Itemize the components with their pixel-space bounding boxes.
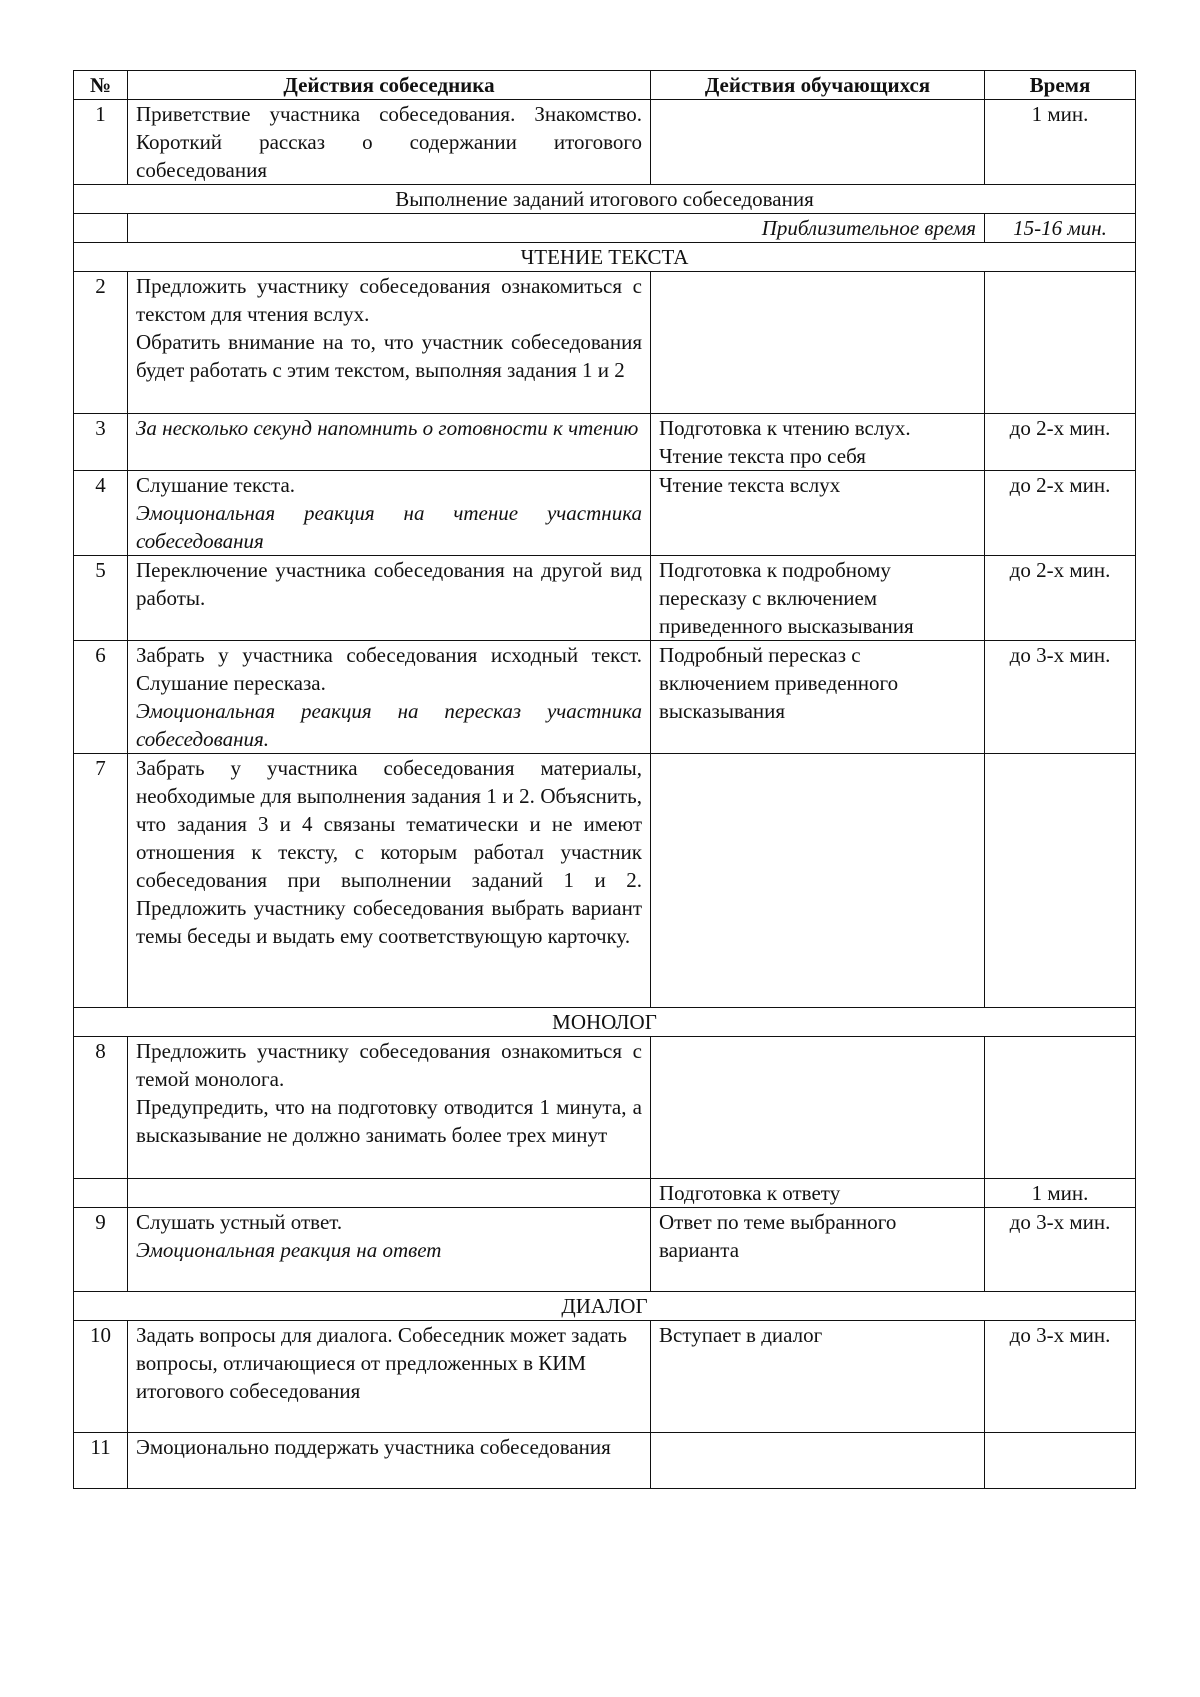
row-number: 6 (74, 641, 128, 754)
row-number: 7 (74, 754, 128, 1008)
row-number: 8 (74, 1037, 128, 1179)
interviewer-action (128, 471, 651, 556)
interviewer-action-p2: Обратить внимание на то, что участник собеседования будет работать с этим текстом, выполняя задания 1 и 2 (136, 330, 642, 382)
row-number: 4 (74, 471, 128, 556)
section-title-dialog: ДИАЛОГ (74, 1292, 1136, 1321)
empty-cell (74, 214, 128, 243)
interviewer-action: Задать вопросы для диалога. Собеседник может задать вопросы, отличающиеся от предложенных в КИМ итогового собеседования (128, 1321, 651, 1433)
interviewer-action (128, 641, 651, 754)
table-header-row (74, 71, 1136, 100)
student-action (651, 272, 985, 414)
table-row (74, 1208, 1136, 1292)
time-cell: до 3-х мин. (985, 641, 1136, 754)
section-title-reading: ЧТЕНИЕ ТЕКСТА (74, 243, 1136, 272)
table-row (74, 471, 1136, 556)
header-interviewer: Действия собеседника (128, 71, 651, 100)
table-row (74, 754, 1136, 1008)
student-action: Подробный пересказ с включением приведенного высказывания (651, 641, 985, 754)
section-row (74, 1008, 1136, 1037)
interviewer-action-p1: Забрать у участника собеседования исходный текст. Слушание пересказа. (136, 643, 642, 695)
time-cell: до 2-х мин. (985, 471, 1136, 556)
student-action (651, 754, 985, 1008)
interviewer-action (128, 272, 651, 414)
empty-cell (128, 1179, 651, 1208)
table-row (74, 641, 1136, 754)
student-action-line1: Подготовка к чтению вслух. (659, 416, 911, 440)
interviewer-action (128, 1037, 651, 1179)
interviewer-action: Эмоционально поддержать участника собеседования (128, 1433, 651, 1489)
time-cell (985, 272, 1136, 414)
row-number: 1 (74, 100, 128, 185)
table-row (74, 100, 1136, 185)
table-row (74, 1179, 1136, 1208)
interviewer-action: Забрать у участника собеседования материалы, необходимые для выполнения задания 1 и 2. Объяснить, что задания 3 и 4 связаны тематически и не имеют отношения к тексту, с которым работал участник собеседования при выполнении заданий 1 и 2. Предложить участнику собеседования выбрать вариант темы беседы и выдать ему соответствующую карточку. (128, 754, 651, 1008)
time-cell: 1 мин. (985, 1179, 1136, 1208)
empty-cell (74, 1179, 128, 1208)
time-cell: до 2-х мин. (985, 414, 1136, 471)
row-number: 9 (74, 1208, 128, 1292)
section-row (74, 185, 1136, 214)
student-action (651, 1037, 985, 1179)
student-action (651, 100, 985, 185)
student-action: Подготовка к подробному пересказу с включением приведенного высказывания (651, 556, 985, 641)
interviewer-action-p1: Предложить участнику собеседования ознакомиться с темой монолога. (136, 1039, 642, 1091)
interviewer-action-p2: Предупредить, что на подготовку отводится 1 минута, а высказывание не должно занимать более трех минут (136, 1095, 642, 1147)
interviewer-action (128, 1208, 651, 1292)
table-row (74, 1433, 1136, 1489)
time-cell: до 3-х мин. (985, 1321, 1136, 1433)
table-row (74, 1321, 1136, 1433)
time-cell: 1 мин. (985, 100, 1136, 185)
student-action-line2: Чтение текста про себя (659, 444, 866, 468)
table-row (74, 272, 1136, 414)
approx-time-row (74, 214, 1136, 243)
interviewer-action: Приветствие участника собеседования. Знакомство. Короткий рассказ о содержании итогового собеседования (128, 100, 651, 185)
interviewer-action-p2: Эмоциональная реакция на ответ (136, 1238, 442, 1262)
interviewer-action-p1: Слушать устный ответ. (136, 1210, 343, 1234)
time-cell (985, 754, 1136, 1008)
table-row (74, 1037, 1136, 1179)
interviewer-action-p2: Эмоциональная реакция на чтение участника собеседования (136, 501, 642, 553)
row-number: 3 (74, 414, 128, 471)
header-time: Время (985, 71, 1136, 100)
interviewer-action-p1: Слушание текста. (136, 473, 296, 497)
section-row (74, 1292, 1136, 1321)
header-students: Действия обучающихся (651, 71, 985, 100)
table-row (74, 556, 1136, 641)
student-action: Чтение текста вслух (651, 471, 985, 556)
section-row (74, 243, 1136, 272)
time-cell (985, 1433, 1136, 1489)
interviewer-action-p2: Эмоциональная реакция на пересказ участника собеседования. (136, 699, 642, 751)
row-number: 2 (74, 272, 128, 414)
interviewer-action: За несколько секунд напомнить о готовности к чтению (128, 414, 651, 471)
interview-procedure-table (73, 70, 1136, 1489)
interviewer-action: Переключение участника собеседования на другой вид работы. (128, 556, 651, 641)
approx-time-value: 15-16 мин. (985, 214, 1136, 243)
student-action (651, 1433, 985, 1489)
student-action: Подготовка к ответу (651, 1179, 985, 1208)
interviewer-action-p1: Предложить участнику собеседования ознакомиться с текстом для чтения вслух. (136, 274, 642, 326)
student-action (651, 414, 985, 471)
section-title-monologue: МОНОЛОГ (74, 1008, 1136, 1037)
student-action: Ответ по теме выбранного варианта (651, 1208, 985, 1292)
row-number: 10 (74, 1321, 128, 1433)
header-num: № (74, 71, 128, 100)
student-action: Вступает в диалог (651, 1321, 985, 1433)
section-title-tasks: Выполнение заданий итогового собеседования (74, 185, 1136, 214)
time-cell: до 3-х мин. (985, 1208, 1136, 1292)
time-cell (985, 1037, 1136, 1179)
table-row (74, 414, 1136, 471)
approx-time-label: Приблизительное время (128, 214, 985, 243)
row-number: 5 (74, 556, 128, 641)
time-cell: до 2-х мин. (985, 556, 1136, 641)
row-number: 11 (74, 1433, 128, 1489)
